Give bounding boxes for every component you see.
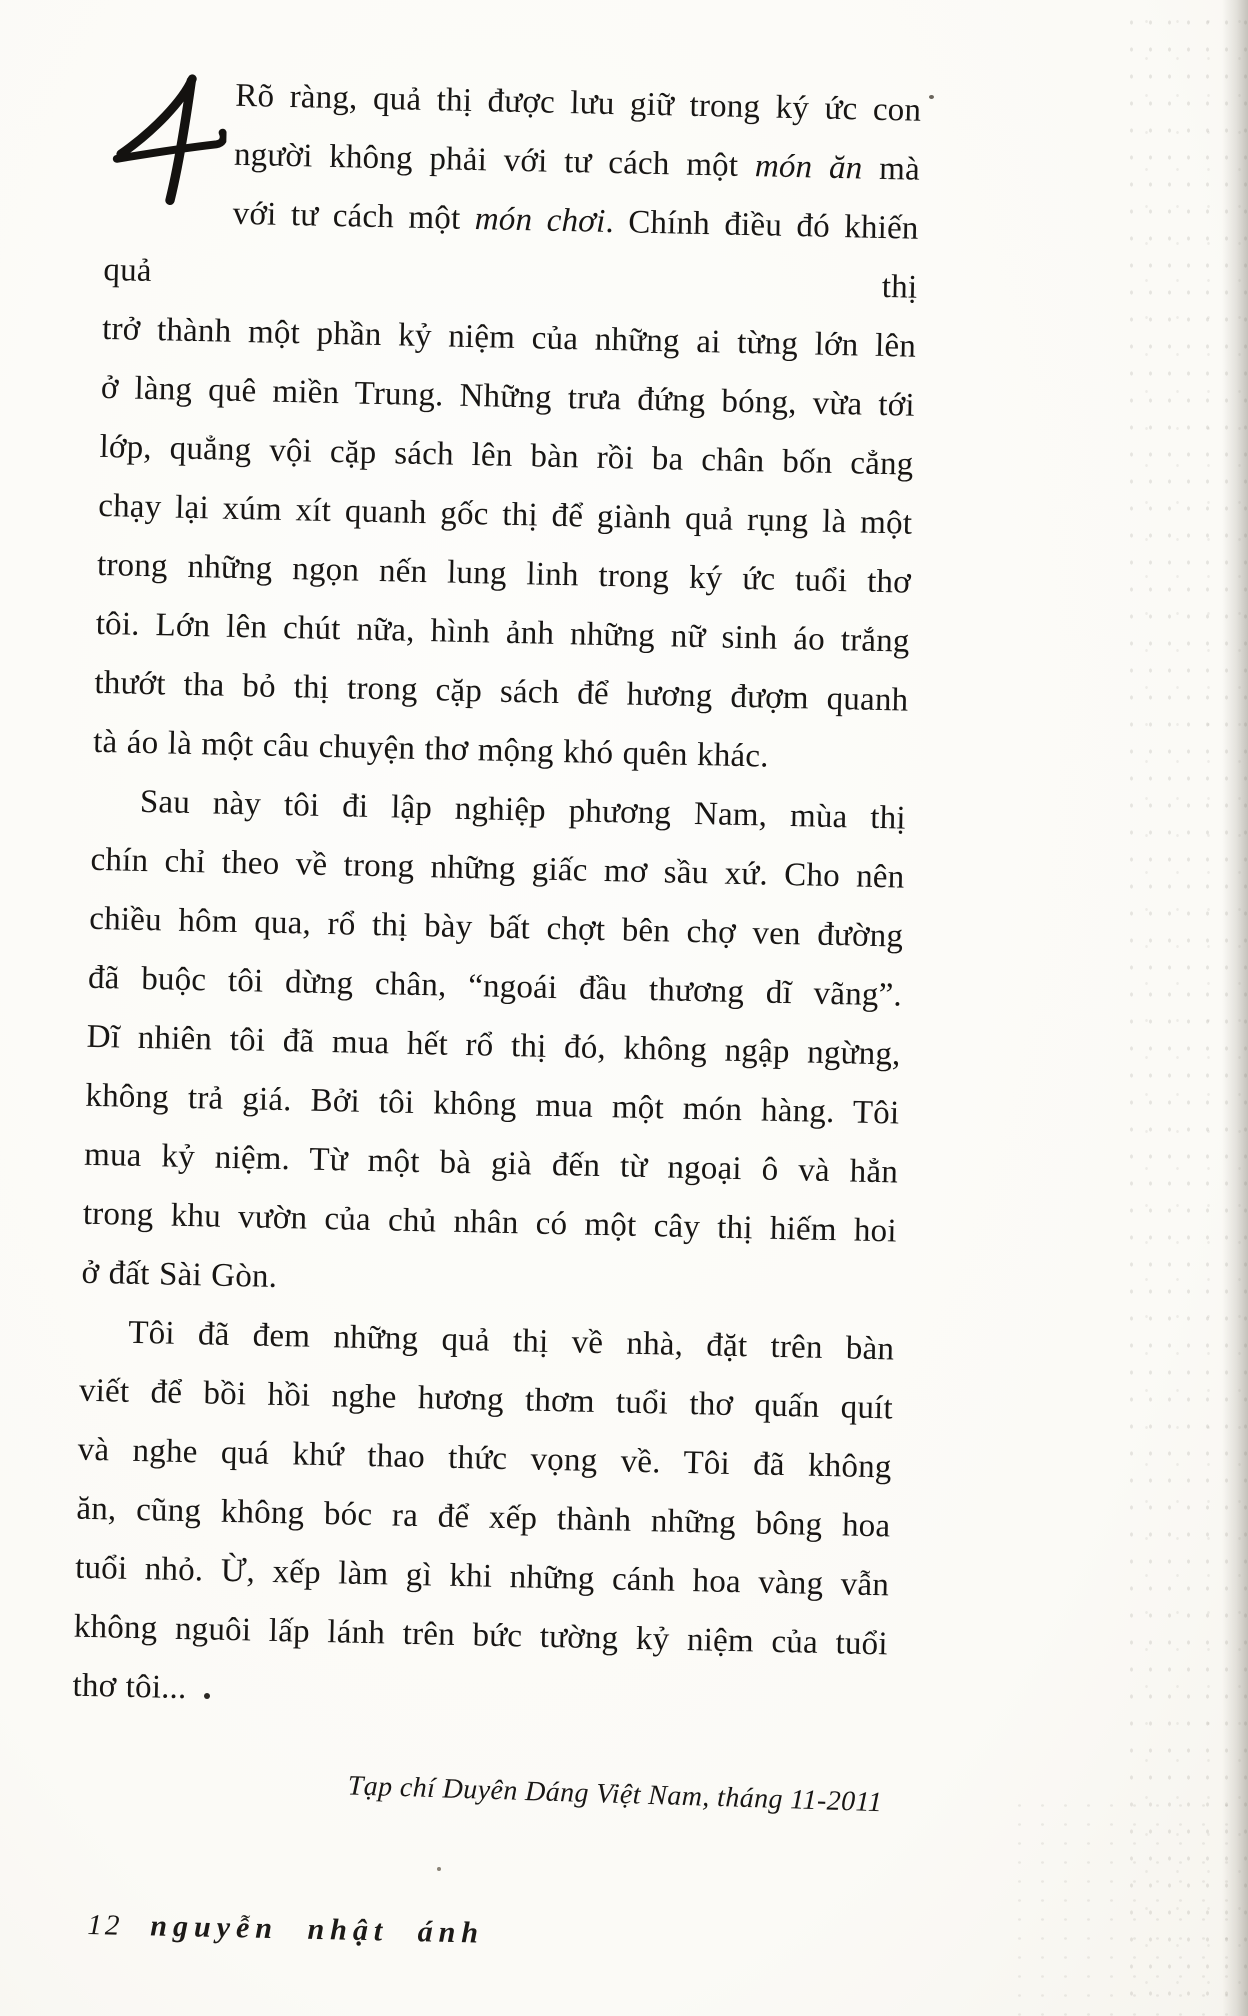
- text-column: [70, 64, 922, 1819]
- text-segment: đã buộc tôi dừng chân, “ngoái đầu thương dĩ vãng”.: [87, 959, 903, 1014]
- text-line: [103, 182, 919, 318]
- text-segment: mà: [862, 150, 921, 188]
- text-segment: viết để bồi hồi nghe hương thơm tuổi thơ quấn quít: [78, 1372, 894, 1427]
- text-segment: Rõ ràng, quả thị được lưu giữ trong ký ức con: [234, 77, 922, 129]
- text-segment: thơ tôi...: [72, 1667, 187, 1707]
- text-segment: chiều hôm qua, rổ thị bày bất chợt bên chợ ven đường: [88, 900, 904, 955]
- text-segment: với tư cách một: [232, 195, 476, 238]
- text-segment: không nguôi lấp lánh trên bức tường kỷ niệm của tuổi: [73, 1608, 889, 1663]
- text-segment: Tôi đã đem những quả thị về nhà, đặt trên bàn: [127, 1314, 895, 1368]
- text-segment: chín chỉ theo về trong những giấc mơ sầu xứ. Cho nên: [90, 841, 905, 896]
- paragraph: [81, 772, 906, 1321]
- text-segment: Sau này tôi đi lập nghiệp phương Nam, mùa thị: [139, 783, 907, 837]
- text-segment: và nghe quá khứ thao thức vọng về. Tôi đã không: [77, 1431, 892, 1486]
- scan-artifact-dot: [437, 1867, 441, 1871]
- text-segment: trở thành một phần kỷ niệm của những ai từng lớn lên: [101, 310, 917, 365]
- text-segment: ở làng quê miền Trung. Những trưa đứng bóng, vừa tới: [100, 369, 916, 424]
- scan-artifact-dot: [929, 95, 934, 99]
- text-segment: ở đất Sài Gòn.: [81, 1254, 278, 1295]
- text-segment: thướt tha bỏ thị trong cặp sách để hương đượm quanh: [94, 664, 909, 719]
- text-segment: tuổi nhỏ. Ừ, xếp làm gì khi những cánh hoa vàng vẫn: [74, 1549, 890, 1604]
- page-footer: [87, 1908, 484, 1951]
- drop-cap-numeral-icon: [107, 68, 228, 209]
- text-segment: người không phải với tư cách một: [233, 136, 756, 185]
- text-segment: không trả giá. Bởi tôi không mua một món hàng. Tôi: [85, 1077, 900, 1132]
- page-content: [66, 64, 921, 1991]
- scan-artifact-dot: [204, 1693, 210, 1699]
- scan-corner-noise: [1008, 1796, 1248, 2016]
- citation: Tạp chí Duyên Dáng Việt Nam, tháng 11-2011: [347, 1770, 883, 1819]
- text-segment: ăn, cũng không bóc ra để xếp thành những bông hoa: [76, 1490, 891, 1545]
- drop-cap: [105, 64, 236, 186]
- emphasized-text: món chơi: [474, 201, 606, 240]
- scan-edge-shadow: [1222, 0, 1248, 2016]
- text-segment: trong khu vườn của chủ nhân có một cây thị hiếm hoi: [82, 1195, 898, 1250]
- page-number: 12: [87, 1908, 123, 1942]
- author-signature: nguyễn nhật ánh: [150, 1909, 485, 1950]
- paragraph: [72, 1303, 895, 1734]
- text-segment: tà áo là một câu chuyện thơ mộng khó quên khác.: [92, 723, 770, 775]
- text-segment: . Chính điều đó khiến quả thị: [103, 203, 919, 306]
- text-segment: trong những ngọn nến lung linh trong ký ức tuổi thơ: [96, 546, 912, 601]
- text-segment: chạy lại xúm xít quanh gốc thị để giành quả rụng là một: [97, 487, 913, 542]
- text-segment: lớp, quẳng vội cặp sách lên bàn rồi ba chân bốn cẳng: [99, 428, 914, 483]
- text-segment: Dĩ nhiên tôi đã mua hết rổ thị đó, không ngập ngừng,: [86, 1018, 901, 1073]
- text-segment: tôi. Lớn lên chút nữa, hình ảnh những nữ sinh áo trắng: [95, 605, 910, 660]
- text-segment: mua kỷ niệm. Từ một bà già đến từ ngoại ô và hẳn: [83, 1136, 899, 1191]
- emphasized-text: món ăn: [754, 148, 863, 187]
- drop-cap-text: [108, 64, 109, 65]
